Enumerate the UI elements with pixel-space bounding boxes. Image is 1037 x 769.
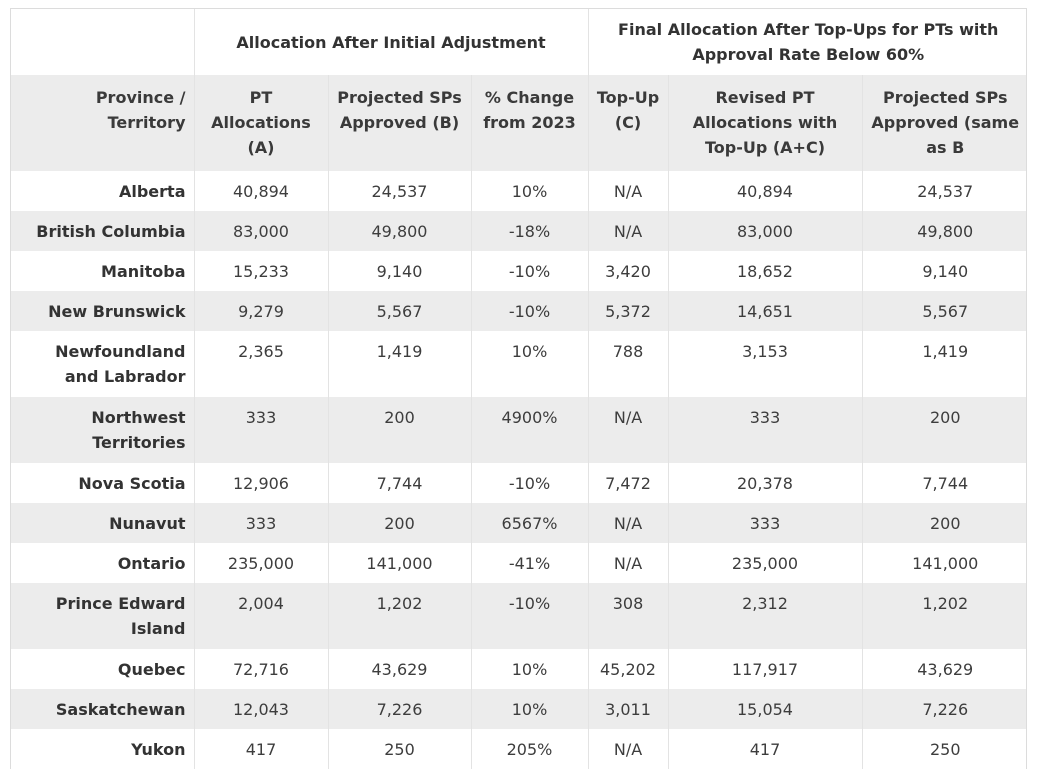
- cell-projected-same: 24,537: [917, 182, 974, 201]
- cell-revised: 40,894: [668, 171, 862, 211]
- cell-top-up: N/A: [588, 397, 668, 463]
- table-row: [11, 649, 1027, 689]
- table-row: [11, 251, 1027, 291]
- cell-province: Quebec: [11, 649, 194, 689]
- cell-pct-change: 10%: [471, 331, 588, 397]
- cell-pct-change: -18%: [471, 211, 588, 251]
- cell-top-up: N/A: [588, 211, 668, 251]
- cell-pct-change: 10%: [471, 649, 588, 689]
- cell-pt-allocations: 12,043: [194, 689, 328, 729]
- cell-projected-sps: 7,226: [328, 689, 471, 729]
- group-header-initial: Allocation After Initial Adjustment: [194, 9, 588, 75]
- cell-pt-allocations: 333: [194, 503, 328, 543]
- cell-province: Alberta: [11, 171, 194, 211]
- cell-projected-sps: 1,419: [328, 331, 471, 397]
- cell-pt-allocations: 333: [194, 397, 328, 463]
- col-header-revised: Revised PT Allocations with Top-Up (A+C): [668, 75, 862, 171]
- cell-pt-allocations: 417: [194, 729, 328, 769]
- cell-pt-allocations: 15,233: [194, 251, 328, 291]
- cell-projected-same: 250: [929, 740, 961, 759]
- cell-pct-change: 10%: [471, 689, 588, 729]
- cell-pt-allocations: 2,004: [194, 583, 328, 649]
- table-row: [11, 689, 1027, 729]
- cell-pct-change: -10%: [471, 291, 588, 331]
- cell-projected-sps: 9,140: [328, 251, 471, 291]
- cell-projected-same: 1,202: [922, 594, 969, 613]
- cell-revised: 417: [668, 729, 862, 769]
- cell-projected-sps: 200: [328, 503, 471, 543]
- cell-top-up: 7,472: [588, 463, 668, 503]
- cell-projected-same: 5,567: [922, 302, 969, 321]
- cell-top-up: 3,420: [588, 251, 668, 291]
- cell-pt-allocations: 9,279: [194, 291, 328, 331]
- cell-projected-same: 1,419: [922, 342, 969, 361]
- col-header-top-up: Top-Up (C): [588, 75, 668, 171]
- cell-top-up: N/A: [588, 503, 668, 543]
- allocation-table: [11, 9, 1027, 769]
- cell-revised: 117,917: [668, 649, 862, 689]
- cell-pct-change: 10%: [471, 171, 588, 211]
- cell-pt-allocations: 83,000: [194, 211, 328, 251]
- table-row: [11, 291, 1027, 331]
- cell-province: Newfoundland and Labrador: [11, 331, 194, 397]
- col-header-projected-sps: Projected SPs Approved (B): [328, 75, 471, 171]
- cell-revised: 15,054: [668, 689, 862, 729]
- cell-pct-change: -10%: [471, 251, 588, 291]
- cell-revised: 2,312: [668, 583, 862, 649]
- cell-pct-change: -10%: [471, 583, 588, 649]
- cell-projected-same: 9,140: [922, 262, 969, 281]
- cell-projected-sps: 200: [328, 397, 471, 463]
- table-row: [11, 211, 1027, 251]
- cell-projected-same: 7,744: [922, 474, 969, 493]
- table-row: [11, 583, 1027, 649]
- cell-pct-change: -10%: [471, 463, 588, 503]
- cell-top-up: 45,202: [588, 649, 668, 689]
- cell-revised: 14,651: [668, 291, 862, 331]
- column-header-row: [11, 75, 1027, 171]
- cell-province: Nunavut: [11, 503, 194, 543]
- cell-revised: 333: [668, 397, 862, 463]
- cell-projected-same: 200: [929, 514, 961, 533]
- cell-province: Northwest Territories: [11, 397, 194, 463]
- cell-province: Ontario: [11, 543, 194, 583]
- cell-revised: 3,153: [668, 331, 862, 397]
- cell-top-up: N/A: [588, 729, 668, 769]
- cell-revised: 235,000: [668, 543, 862, 583]
- cell-revised: 83,000: [668, 211, 862, 251]
- col-header-projected-same: Projected SPs Approved (same as B: [862, 75, 1027, 171]
- cell-revised: 333: [668, 503, 862, 543]
- cell-top-up: N/A: [588, 543, 668, 583]
- cell-top-up: 788: [588, 331, 668, 397]
- cell-projected-sps: 141,000: [328, 543, 471, 583]
- cell-pt-allocations: 12,906: [194, 463, 328, 503]
- group-header-row: [11, 9, 1027, 75]
- cell-projected-same: 49,800: [917, 222, 974, 241]
- cell-pt-allocations: 40,894: [194, 171, 328, 211]
- table-row: [11, 729, 1027, 769]
- cell-province: Yukon: [11, 729, 194, 769]
- cell-pct-change: 4900%: [471, 397, 588, 463]
- cell-province: Manitoba: [11, 251, 194, 291]
- cell-top-up: 5,372: [588, 291, 668, 331]
- cell-pct-change: -41%: [471, 543, 588, 583]
- cell-projected-sps: 5,567: [328, 291, 471, 331]
- cell-province: Saskatchewan: [11, 689, 194, 729]
- cell-revised: 18,652: [668, 251, 862, 291]
- table-row: [11, 503, 1027, 543]
- cell-top-up: 3,011: [588, 689, 668, 729]
- allocation-table-container: [10, 8, 1027, 769]
- cell-projected-sps: 49,800: [328, 211, 471, 251]
- table-row: [11, 331, 1027, 397]
- cell-pt-allocations: 235,000: [194, 543, 328, 583]
- cell-projected-sps: 43,629: [328, 649, 471, 689]
- cell-top-up: N/A: [588, 171, 668, 211]
- cell-projected-same: 7,226: [922, 700, 969, 719]
- cell-pct-change: 205%: [471, 729, 588, 769]
- cell-province: Nova Scotia: [11, 463, 194, 503]
- cell-pct-change: 6567%: [471, 503, 588, 543]
- table-row: [11, 543, 1027, 583]
- cell-projected-sps: 24,537: [328, 171, 471, 211]
- table-row: [11, 171, 1027, 211]
- cell-projected-same: 141,000: [912, 554, 979, 573]
- cell-revised: 20,378: [668, 463, 862, 503]
- col-header-pct-change: % Change from 2023: [471, 75, 588, 171]
- cell-province: New Brunswick: [11, 291, 194, 331]
- table-body: [11, 171, 1027, 769]
- cell-projected-sps: 250: [328, 729, 471, 769]
- cell-pt-allocations: 72,716: [194, 649, 328, 689]
- cell-projected-same: 200: [929, 408, 961, 427]
- cell-projected-sps: 7,744: [328, 463, 471, 503]
- col-header-province: Province / Territory: [11, 75, 194, 171]
- group-header-final: Final Allocation After Top-Ups for PTs with Approval Rate Below 60%: [588, 9, 1027, 75]
- table-row: [11, 397, 1027, 463]
- cell-province: British Columbia: [11, 211, 194, 251]
- cell-projected-same: 43,629: [917, 660, 974, 679]
- col-header-pt-allocations: PT Allocations (A): [194, 75, 328, 171]
- group-header-blank: [11, 9, 194, 75]
- cell-province: Prince Edward Island: [11, 583, 194, 649]
- table-row: [11, 463, 1027, 503]
- cell-projected-sps: 1,202: [328, 583, 471, 649]
- cell-top-up: 308: [588, 583, 668, 649]
- cell-pt-allocations: 2,365: [194, 331, 328, 397]
